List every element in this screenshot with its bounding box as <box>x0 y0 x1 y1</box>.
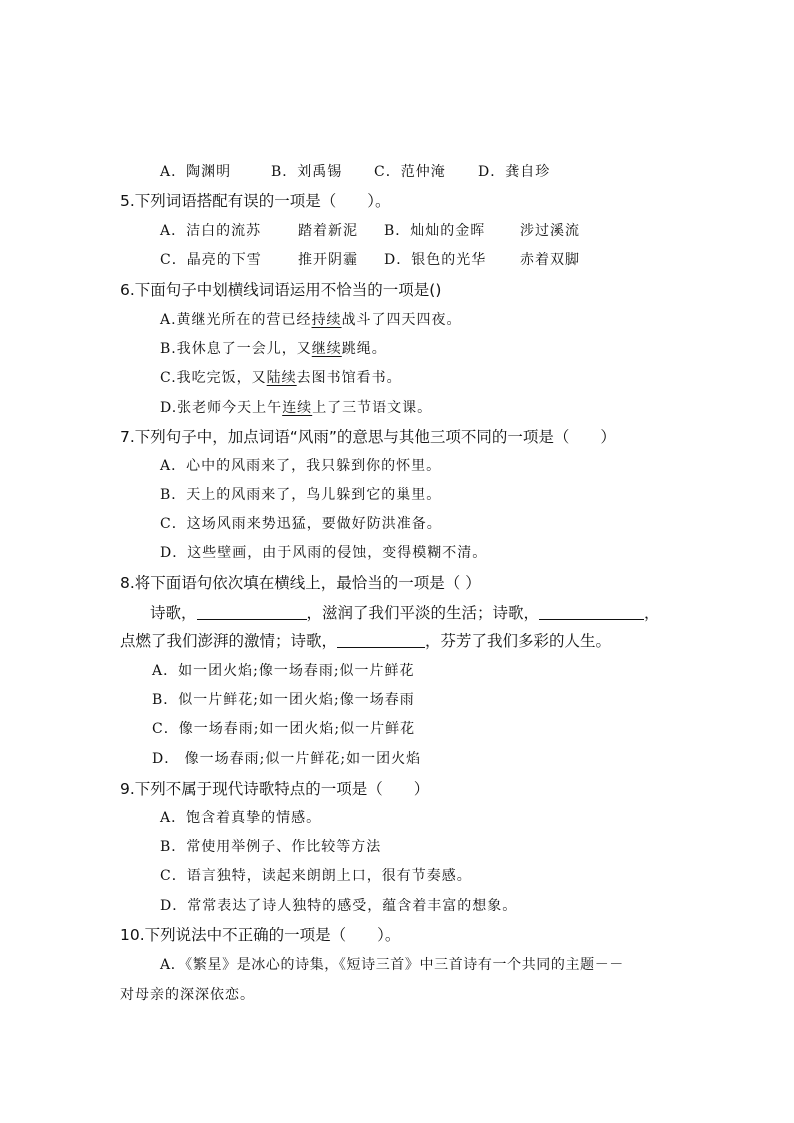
q8-option-d: D． 像一场春雨;似一片鲜花;如一团火焰 <box>152 751 422 767</box>
q10-option-a-continued: 对母亲的深深依恋。 <box>120 987 255 1003</box>
q4-option-a: A．陶渊明 <box>160 164 232 180</box>
q8-passage-line-1 <box>150 603 660 623</box>
q6-d-pre: D.张老师今天上午 <box>160 400 283 416</box>
q4-option-b: B．刘禹锡 <box>271 164 343 180</box>
q9-option-d: D．常常表达了诗人独特的感受，蕴含着丰富的想象。 <box>160 898 518 914</box>
q6-option-a <box>160 310 462 330</box>
question-5-stem: 5.下列词语搭配有误的一项是（ ）。 <box>120 192 391 210</box>
q4-option-c: C．范仲淹 <box>374 164 446 180</box>
q6-a-pre: A.黄继光所在的营已经 <box>160 312 312 328</box>
q8-blank-2[interactable] <box>539 603 644 620</box>
q8-p2: ，滋润了我们平淡的生活；诗歌， <box>306 604 540 622</box>
q8-blank-1[interactable] <box>197 603 307 620</box>
q6-b-post: 跳绳。 <box>341 341 387 357</box>
question-9-stem: 9.下列不属于现代诗歌特点的一项是（ ） <box>120 780 430 798</box>
q9-option-a: A．饱含着真挚的情感。 <box>160 810 322 826</box>
q7-option-b: B．天上的风雨来了，鸟儿躲到它的巢里。 <box>160 487 442 503</box>
q6-c-pre: C.我吃完饭，又 <box>160 370 267 386</box>
q7-option-d: D．这些壁画，由于风雨的侵蚀，变得模糊不清。 <box>160 545 488 561</box>
q8-passage-line-2 <box>120 631 611 651</box>
q7-option-c: C．这场风雨来势迅猛，要做好防洪准备。 <box>160 516 442 532</box>
question-6-stem: 6.下面句子中划横线词语运用不恰当的一项是() <box>120 281 442 299</box>
q8-option-b: B．似一片鲜花;如一团火焰;像一场春雨 <box>152 692 415 708</box>
q5-option-a: A．洁白的流苏 <box>160 223 262 239</box>
q9-option-b: B．常使用举例子、作比较等方法 <box>160 839 382 855</box>
q8-blank-3[interactable] <box>337 631 425 648</box>
q6-d-underlined: 连续 <box>282 400 313 416</box>
q6-option-b <box>160 339 387 359</box>
q6-option-d <box>160 398 432 418</box>
q6-c-underlined: 陆续 <box>266 370 297 386</box>
q8-p3: ， <box>644 604 660 622</box>
q5-option-c-part2: 推开阴霾 <box>298 252 358 268</box>
q5-option-c: C．晶亮的下雪 <box>160 252 262 268</box>
q8-option-a: A．如一团火焰;像一场春雨;似一片鲜花 <box>152 663 415 679</box>
question-10-stem: 10.下列说法中不正确的一项是（ ）。 <box>120 926 401 944</box>
q6-a-post: 战斗了四天四夜。 <box>341 312 462 328</box>
q8-p5: ，芬芳了我们多彩的人生。 <box>425 632 612 650</box>
q5-option-d-part2: 赤着双脚 <box>520 252 580 268</box>
q9-option-c: C．语言独特，读起来朗朗上口，很有节奏感。 <box>160 868 472 884</box>
q5-option-d: D．银色的光华 <box>384 252 487 268</box>
q6-c-post: 去图书馆看书。 <box>296 370 402 386</box>
q6-d-post: 上了三节语文课。 <box>312 400 433 416</box>
q8-p1: 诗歌， <box>150 604 197 622</box>
q5-option-b: B．灿灿的金晖 <box>384 223 486 239</box>
q6-b-pre: B.我休息了一会儿，又 <box>160 341 312 357</box>
q8-option-c: C．像一场春雨;如一团火焰;似一片鲜花 <box>152 721 416 737</box>
question-7-stem: 7.下列句子中，加点词语“风雨”的意思与其他三项不同的一项是（ ） <box>120 428 616 446</box>
q5-option-b-part2: 涉过溪流 <box>520 223 580 239</box>
q7-option-a: A．心中的风雨来了，我只躲到你的怀里。 <box>160 458 442 474</box>
q5-option-a-part2: 踏着新泥 <box>298 223 358 239</box>
q6-b-underlined: 继续 <box>311 341 342 357</box>
question-8-stem: 8.将下面语句依次填在横线上，最恰当的一项是（ ） <box>120 574 481 592</box>
q10-option-a: A．《繁星》是冰心的诗集，《短诗三首》中三首诗有一个共同的主题－－ <box>160 957 624 973</box>
q4-option-d: D．龚自珍 <box>478 164 551 180</box>
q6-a-underlined: 持续 <box>311 312 342 328</box>
q6-option-c <box>160 368 402 388</box>
q8-p4: 点燃了我们澎湃的激情；诗歌， <box>120 632 338 650</box>
